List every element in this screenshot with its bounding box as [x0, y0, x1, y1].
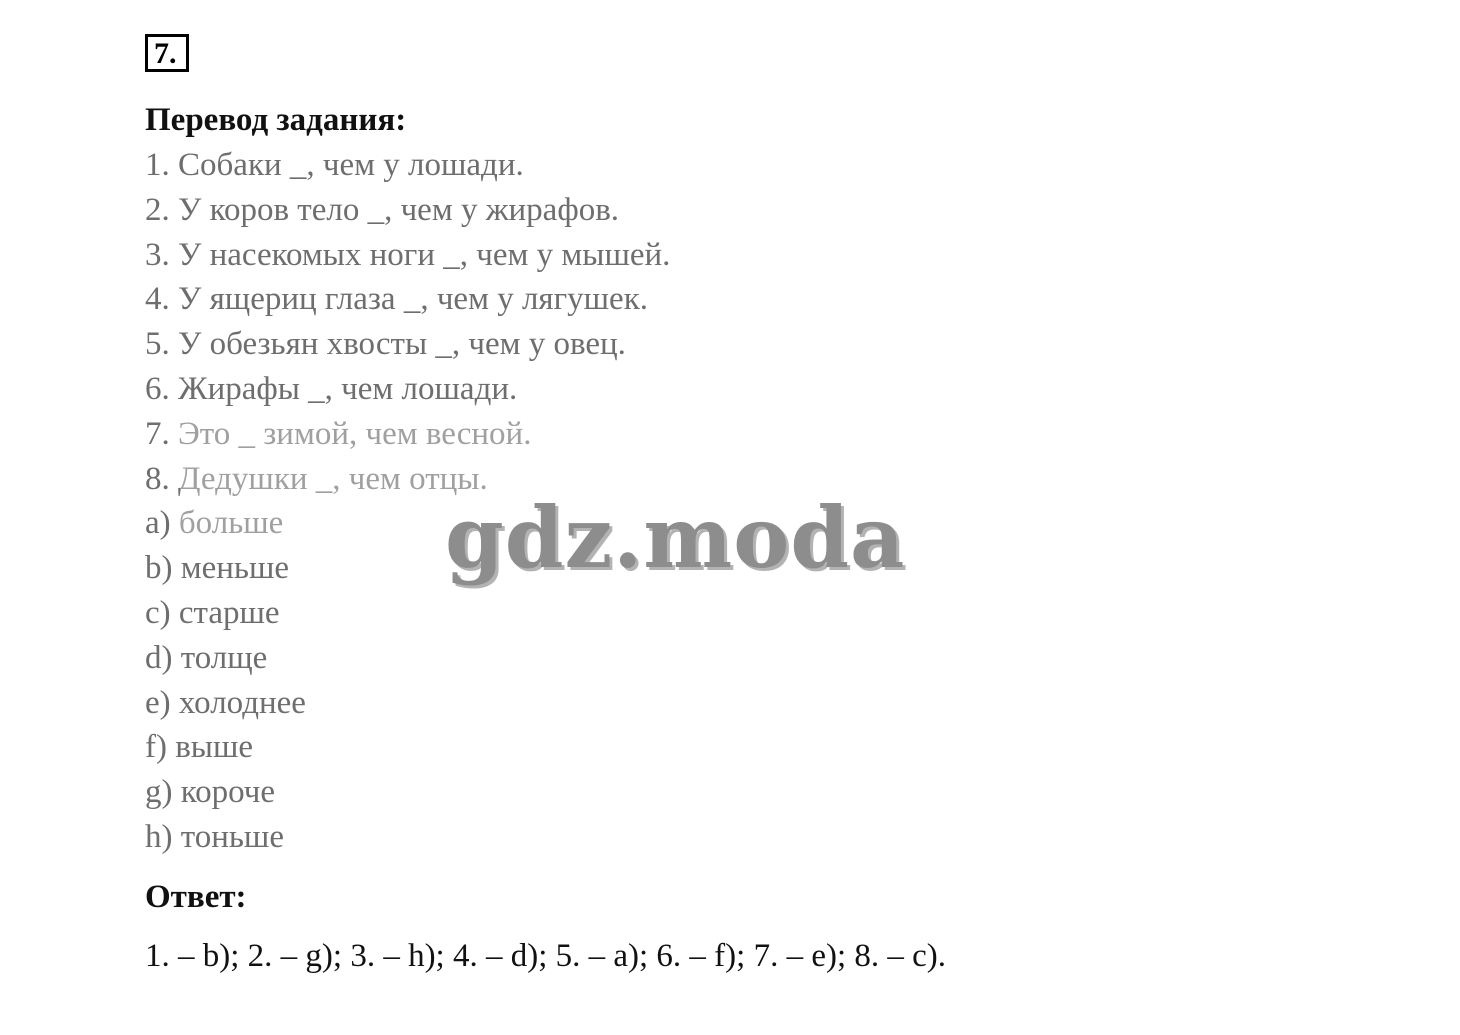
- option-b: b) меньше: [145, 550, 290, 587]
- option-e: e) холоднее: [145, 684, 306, 721]
- task-number-box: 7.: [145, 34, 189, 72]
- sentence-6: 6. Жирафы _, чем лошади.: [145, 370, 518, 407]
- option-d: d) толще: [145, 639, 268, 676]
- answer-text: 1. – b); 2. – g); 3. – h); 4. – d); 5. – a); 6. – f); 7. – e); 8. – c).: [145, 938, 947, 974]
- sentence-8: 8. Дедушки _, чем отцы.: [145, 460, 488, 497]
- option-a: a) больше: [145, 505, 284, 542]
- answer-heading: Ответ:: [145, 879, 247, 915]
- sentence-1: 1. Собаки _, чем у лошади.: [145, 147, 524, 183]
- sentence-3: 3. У насекомых ноги _, чем у мышей.: [145, 236, 671, 273]
- translation-list: [145, 143, 670, 860]
- sentence-2: 2. У коров тело _, чем у жирафов.: [145, 191, 620, 228]
- sentence-5: 5. У обезьян хвосты _, чем у овец.: [145, 326, 626, 363]
- sentence-4: 4. У ящериц глаза _, чем у лягушек.: [145, 281, 648, 318]
- option-c: c) старше: [145, 594, 280, 631]
- sentence-7: 7. Это _ зимой, чем весной.: [145, 415, 532, 452]
- option-h: h) тоньше: [145, 818, 284, 855]
- watermark-logo: gdz.moda: [445, 488, 906, 587]
- translation-heading: Перевод задания:: [145, 102, 407, 138]
- option-g: g) короче: [145, 774, 275, 811]
- option-f: f) выше: [145, 729, 254, 766]
